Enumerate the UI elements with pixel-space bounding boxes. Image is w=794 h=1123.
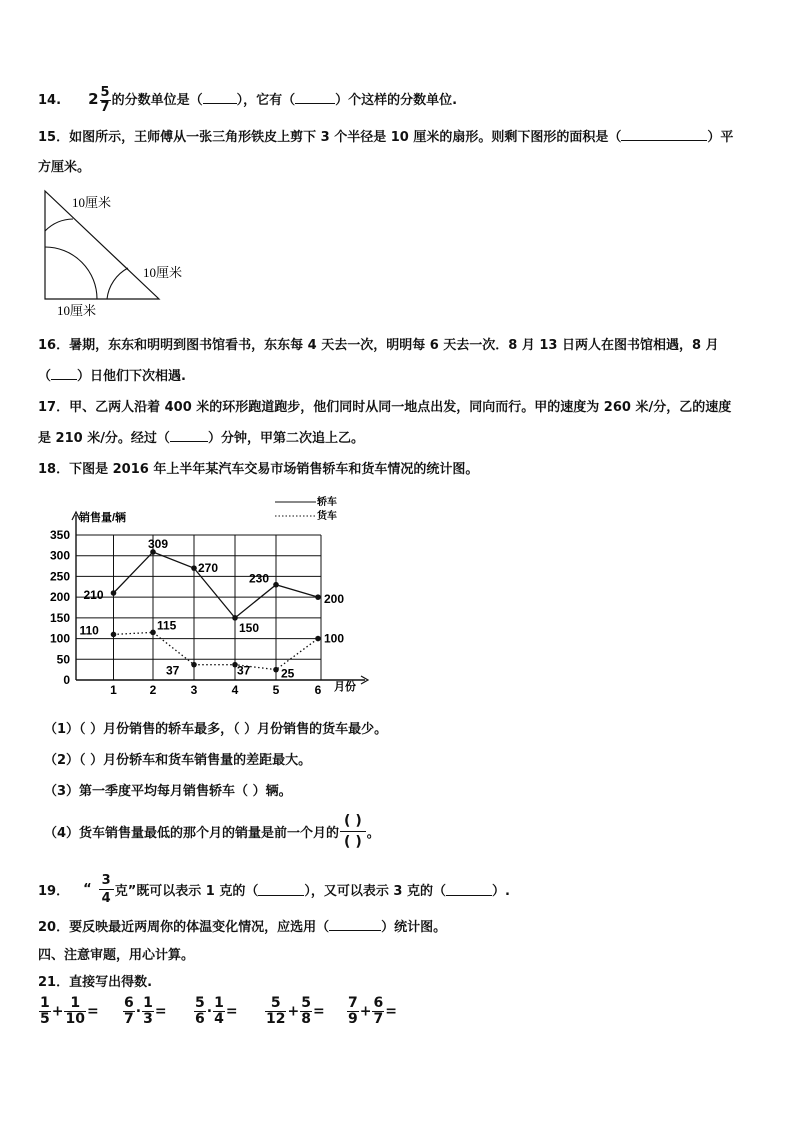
data-point [315, 636, 321, 642]
question-15-line1: 15．如图所示，王师傅从一张三角形铁皮上剪下 3 个半径是 10 厘米的扇形。则剩下图形的面积是（ ）平 [38, 130, 734, 145]
fraction: $\frac{1}{4}$ [214, 995, 224, 1027]
answer-blank[interactable] [203, 91, 237, 104]
data-point [191, 565, 197, 571]
x-tick-label: 1 [110, 683, 117, 697]
question-18-intro: 18．下图是 2016 年上半年某汽车交易市场销售轿车和货车情况的统计图。 [38, 462, 479, 477]
data-label: 270 [198, 561, 219, 576]
data-label: 110 [79, 623, 99, 638]
question-21-title: 21．直接写出得数. [38, 975, 153, 990]
data-point [191, 662, 197, 668]
question-19: 19． “ $\frac{3}{4}$ 克”既可以表示 1 克的（ ），又可以表示 3 克的（ ）. [38, 873, 510, 906]
line-chart [30, 493, 380, 703]
data-point [315, 594, 321, 600]
label-hypotenuse-right: 10厘米 [143, 265, 183, 280]
label-hypotenuse-top: 10厘米 [72, 195, 112, 210]
label-base: 10厘米 [57, 303, 97, 318]
x-tick-label: 4 [231, 683, 239, 697]
calc-item: $\frac{5}{12}$ + $\frac{5}{8}$ = [266, 995, 325, 1027]
question-16-line2: （ ）日他们下次相遇. [38, 369, 186, 384]
data-label: 100 [324, 631, 345, 646]
answer-blank[interactable] [258, 883, 304, 896]
y-tick-label: 350 [49, 528, 70, 542]
mixed-whole: 2 [88, 90, 99, 108]
question-18-sub4: （4）货车销售量最低的那个月的销量是前一个月的 $\frac{( )}{( )}$ 。 [44, 813, 380, 850]
answer-blank[interactable] [295, 91, 335, 104]
answer-blank[interactable] [621, 128, 707, 141]
data-point [111, 632, 117, 638]
data-point [232, 615, 238, 621]
calc-item: $\frac{6}{7}$ · $\frac{1}{3}$ = [124, 995, 167, 1027]
y-tick-label: 150 [49, 610, 70, 625]
fraction: $\frac{1}{5}$ [40, 995, 50, 1027]
data-label: 210 [83, 588, 104, 602]
fraction: $\frac{6}{7}$ [373, 995, 384, 1027]
question-16-line1: 16．暑期，东东和明明到图书馆看书，东东每 4 天去一次，明明每 6 天去一次．8 月 13 日两人在图书馆相遇，8 月 [38, 338, 719, 353]
question-number: 14. [38, 93, 62, 108]
x-tick-label: 5 [272, 683, 280, 697]
fraction: $\frac{6}{7}$ [124, 995, 134, 1027]
section-4-title: 四、注意审题，用心计算。 [38, 948, 195, 963]
question-15-line2: 方厘米。 [38, 160, 91, 175]
fraction: $\frac{5}{7}$ [100, 85, 110, 115]
equals-sign: = [86, 1003, 99, 1020]
equals-sign: = [385, 1003, 397, 1020]
fraction: $\frac{5}{12}$ [266, 995, 286, 1027]
y-tick-label: 50 [56, 652, 70, 667]
calc-item: $\frac{5}{6}$ · $\frac{1}{4}$ = [195, 995, 238, 1027]
data-label: 115 [157, 618, 177, 633]
question-17-line1: 17．甲、乙两人沿着 400 米的环形跑道跑步，他们同时从同一地点出发，同向而行。甲的速度为 260 米/分，乙的速度 [38, 400, 732, 415]
fraction: $\frac{1}{10}$ [65, 995, 85, 1027]
data-label: 25 [281, 666, 295, 681]
calc-item: $\frac{7}{9}$ + $\frac{6}{7}$ = [348, 995, 397, 1027]
question-17-line2: 是 210 米/分。经过（ ）分钟，甲第二次追上乙。 [38, 431, 364, 446]
series-line-truck [114, 632, 319, 669]
data-label: 309 [148, 536, 169, 551]
answer-blank[interactable] [329, 918, 381, 931]
answer-fraction[interactable]: $\frac{( )}{( )}$ [340, 814, 366, 849]
data-point [150, 630, 156, 636]
y-tick-label: 100 [49, 631, 70, 646]
x-axis-label: 月份 [334, 681, 356, 693]
legend-label-car: 轿车 [317, 497, 337, 508]
legend-label-truck: 货车 [317, 511, 337, 522]
equals-sign: = [225, 1003, 238, 1020]
data-label: 37 [166, 663, 180, 678]
fraction: $\frac{1}{3}$ [143, 995, 153, 1027]
fraction: $\frac{3}{4}$ [99, 872, 114, 907]
equals-sign: = [312, 1003, 325, 1020]
y-tick-label: 300 [49, 548, 70, 563]
answer-blank[interactable] [446, 883, 492, 896]
x-tick-label: 2 [149, 683, 157, 697]
data-label: 37 [237, 663, 251, 678]
answer-blank[interactable] [170, 429, 208, 442]
question-14: 14. 2 $\frac{5}{7}$ 的分数单位是（ ），它有（ ）个这样的分数单位. [38, 85, 458, 115]
fraction: $\frac{5}{8}$ [301, 995, 311, 1027]
y-tick-label: 200 [49, 590, 70, 605]
data-point [273, 667, 279, 673]
question-20: 20．要反映最近两周你的体温变化情况，应选用（ ）统计图。 [38, 920, 447, 935]
data-label: 230 [249, 571, 270, 586]
data-label: 200 [324, 592, 345, 607]
question-18-sub3: （3）第一季度平均每月销售轿车（ ）辆。 [44, 784, 292, 799]
x-tick-label: 3 [190, 683, 198, 697]
y-tick-label: 250 [49, 569, 70, 584]
data-label: 150 [239, 620, 260, 635]
data-point [111, 590, 117, 596]
fraction: $\frac{5}{6}$ [195, 995, 205, 1027]
triangle-figure [40, 185, 200, 320]
question-18-sub1: （1）（ ）月份销售的轿车最多，（ ）月份销售的货车最少。 [44, 722, 388, 737]
question-18-sub2: （2）（ ）月份轿车和货车销售量的差距最大。 [44, 753, 312, 768]
fraction: $\frac{7}{9}$ [348, 995, 358, 1027]
answer-blank[interactable] [51, 367, 77, 380]
x-tick-label: 6 [314, 683, 322, 697]
y-axis-label: 销售量/辆 [79, 512, 127, 524]
equals-sign: = [154, 1003, 167, 1020]
data-point [273, 582, 279, 588]
y-tick-label: 0 [63, 673, 70, 687]
calc-item: $\frac{1}{5}$ + $\frac{1}{10}$ = [40, 995, 99, 1027]
